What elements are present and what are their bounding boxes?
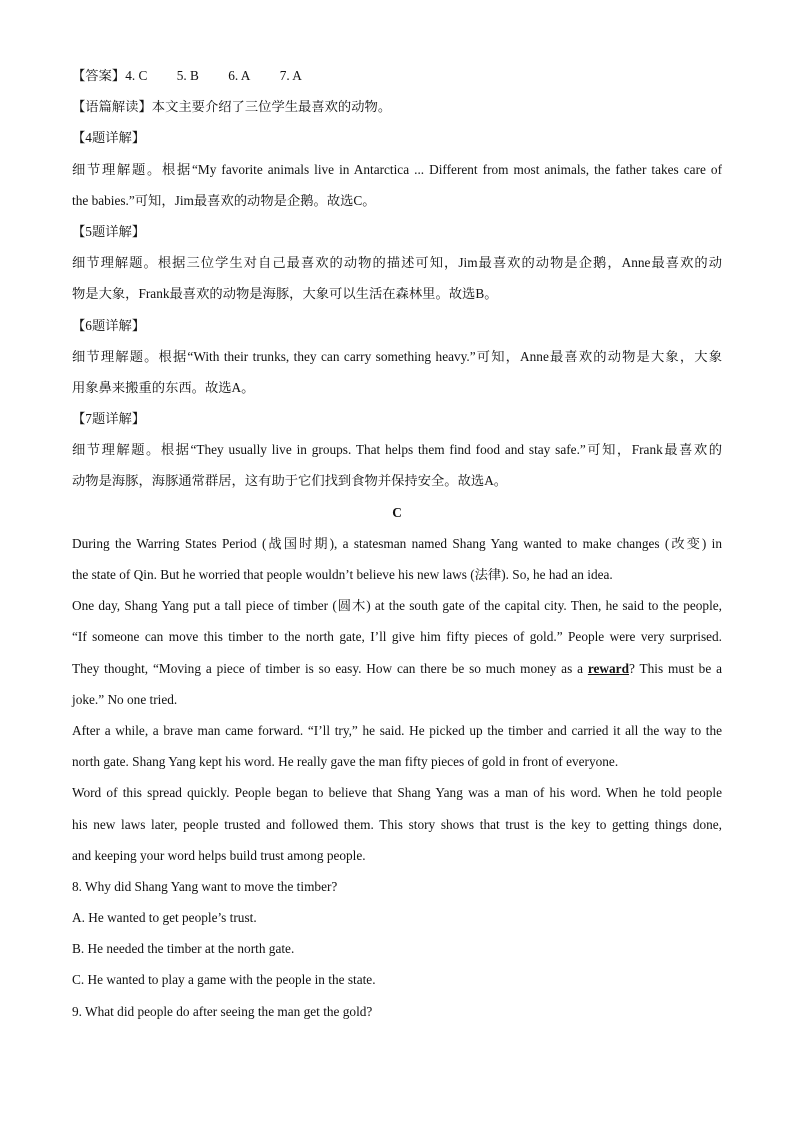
passage-p2-line3-start: They thought, “Moving a piece of timber is so easy. How can there be so much money as a xyxy=(72,660,588,676)
question-8-option-c: C. He wanted to play a game with the people in the state. xyxy=(72,972,376,988)
q6-explanation-line2: 用象鼻来搬重的东西。故选A。 xyxy=(72,379,255,395)
answer-4: 4. C xyxy=(125,68,148,83)
q4-header: 【4题详解】 xyxy=(72,130,146,146)
passage-p2-line3 xyxy=(72,653,722,684)
q7-explanation-line2: 动物是海豚，海豚通常群居，这有助于它们找到食物并保持安全。故选A。 xyxy=(72,473,508,489)
passage-p1-line2: the state of Qin. But he worried that people wouldn’t believe his new laws (法律). So, he had an idea. xyxy=(72,567,613,582)
passage-p1-line1: During the Warring States Period (战国时期), a statesman named Shang Yang wanted to make changes (改变) in xyxy=(72,535,722,551)
passage-p3-line1: After a while, a brave man came forward. “I’ll try,” he said. He picked up the timber and carried it all the way to the xyxy=(72,722,722,738)
passage-p4-line3: and keeping your word helps build trust among people. xyxy=(72,847,366,863)
passage-p4-line1: Word of this spread quickly. People began to believe that Shang Yang was a man of his word. When he told people xyxy=(72,785,722,801)
answer-6: 6. A xyxy=(228,68,251,83)
q4-explanation-line2: the babies.”可知，Jim最喜欢的动物是企鹅。故选C。 xyxy=(72,192,376,208)
answer-7: 7. A xyxy=(279,68,302,83)
q4-explanation-line1: 细节理解题。根据“My favorite animals live in Antarctica ... Different from most animals, the father takes care of xyxy=(72,161,722,177)
answer-5: 5. B xyxy=(176,68,199,83)
passage-p2-line4: joke.” No one tried. xyxy=(72,691,178,707)
answer-key xyxy=(72,60,722,91)
q5-explanation-line1: 细节理解题。根据三位学生对自己最喜欢的动物的描述可知，Jim最喜欢的动物是企鹅，Anne最喜欢的动 xyxy=(72,255,722,271)
passage-analysis: 【语篇解读】本文主要介绍了三位学生最喜欢的动物。 xyxy=(72,99,392,115)
q6-header: 【6题详解】 xyxy=(72,317,146,333)
passage-p4-line2: his new laws later, people trusted and followed them. This story shows that trust is the key to getting things done, xyxy=(72,816,722,832)
passage-p2-line2: “If someone can move this timber to the north gate, I’ll give him fifty pieces of gold.” People were very surprised. xyxy=(72,629,722,645)
question-8-option-a: A. He wanted to get people’s trust. xyxy=(72,910,257,926)
q7-explanation-line1: 细节理解题。根据“They usually live in groups. That helps them find food and stay safe.”可知，Frank最喜欢的 xyxy=(72,442,722,458)
section-title: C xyxy=(392,504,402,520)
reward-keyword: reward xyxy=(587,660,629,676)
question-8-stem: 8. Why did Shang Yang want to move the timber? xyxy=(72,878,338,894)
answer-label: 【答案】 xyxy=(72,68,126,83)
q5-explanation-line2: 物是大象，Frank最喜欢的动物是海豚，大象可以生活在森林里。故选B。 xyxy=(72,286,498,302)
q7-header: 【7题详解】 xyxy=(72,411,146,427)
q6-explanation-line1: 细节理解题。根据“With their trunks, they can carry something heavy.”可知，Anne最喜欢的动物是大象，大象 xyxy=(72,348,722,364)
passage-p2-line3-end: ? This must be a xyxy=(628,660,722,676)
document-page xyxy=(72,60,722,1027)
question-8-option-b: B. He needed the timber at the north gate. xyxy=(72,941,295,957)
passage-p2-line1: One day, Shang Yang put a tall piece of timber (圆木) at the south gate of the capital city. Then, he said to the people, xyxy=(72,598,722,614)
passage-p3-line2: north gate. Shang Yang kept his word. He really gave the man fifty pieces of gold in front of everyone. xyxy=(72,754,619,770)
q5-header: 【5题详解】 xyxy=(72,223,146,239)
question-9-stem: 9. What did people do after seeing the man get the gold? xyxy=(72,1003,373,1019)
